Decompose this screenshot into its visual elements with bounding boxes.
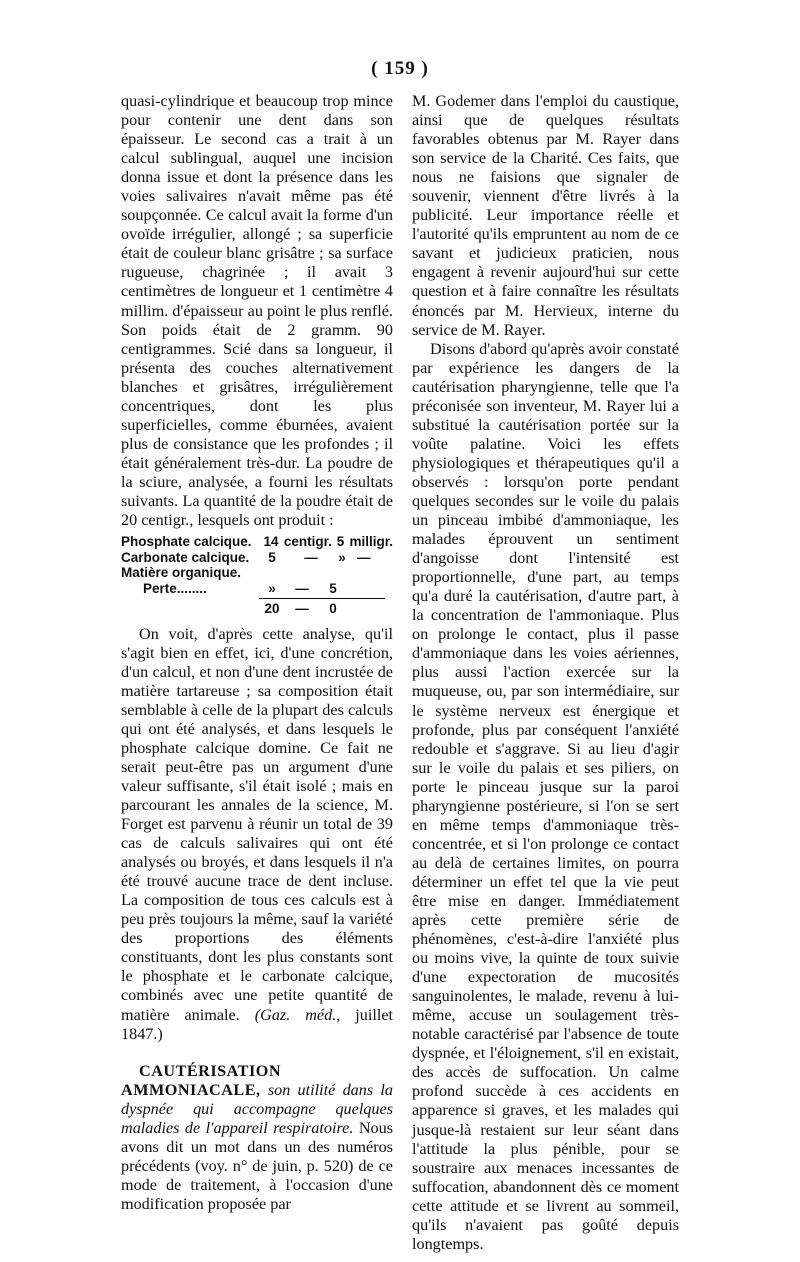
left-paragraph-3: Nous avons dit un mot dans un des numéros précédents (voy. n° de juin, p. 520) de ce mode de traitement, à l'occasion d'une modification proposée par [121, 1118, 393, 1213]
citation-date: , juillet 1847.) [121, 1005, 394, 1043]
table-cell-label: Perte........ [143, 580, 207, 596]
table-cell: 5 [336, 534, 345, 550]
table-total-cell: 0 [329, 601, 337, 617]
table-cell: » [268, 580, 276, 596]
table-cell-label: Carbonate calcique. [121, 549, 250, 565]
table-total-row [121, 601, 393, 617]
table-row [121, 550, 393, 566]
article-heading: CAUTÉRISATION AMMONIACALE, [121, 1061, 282, 1099]
page-number: ( 159 ) [371, 58, 429, 79]
table-cell: 5 [268, 549, 276, 565]
table-cell: — [304, 549, 318, 565]
table-total-cell: 20 [264, 601, 280, 617]
table-cell-label: Matière organique. [121, 565, 242, 581]
table-cell: — [357, 549, 371, 565]
table-cell: milligr. [349, 534, 394, 550]
right-column [412, 92, 679, 1254]
table-cell: 5 [329, 580, 337, 596]
citation-source: (Gaz. méd. [254, 1005, 337, 1024]
analysis-table [121, 534, 393, 617]
table-cell: centigr. [283, 534, 332, 550]
article-subheading: son utilité dans la dyspnée qui accompagne quelques maladies de l'appareil respiratoire. [121, 1080, 393, 1137]
left-column [121, 92, 393, 1214]
table-total-cell: — [295, 601, 309, 617]
table-row [121, 581, 393, 597]
left-paragraph-2-text: On voit, d'après cette analyse, qu'il s'agit bien en effet, ici, d'une concrétion, d'un calcul, et non d'une dent incrustée de matière tartareuse ; sa composition était semblable à celle de la plupart des calculs qui ont été analysés, et dans lesquels le phosphate calcique domine. Ce fait ne serait peut-être pas un argument d'une valeur suffisante, s'il était isolé ; mais en parcourant les annales de la science, M. Forget est parvenu à réunir un total de 39 cas de calculs salivaires qui ont été analysés ou broyés, et dans lesquels il n'a été trouvé aucune trace de dent incluse. La composition de tous ces calculs est à peu près toujours la même, sauf la variété des proportions des éléments constituants, dont les plus constants sont le phosphate et le carbonate calcique, combinés avec une petite quantité de matière animale. [121, 624, 393, 1024]
table-divider [259, 598, 385, 599]
table-row [121, 565, 393, 581]
table-cell: — [295, 580, 309, 596]
table-cell: » [338, 549, 346, 565]
article-heading-paragraph [121, 1062, 393, 1214]
right-paragraph-1: M. Godemer dans l'emploi du caustique, ainsi que de quelques résultats favorables obtenus par M. Rayer dans son service de la Charité. Ces faits, que nous ne faisions que signaler de souvenir, viennent d'être livrés à la publicité. Leur importance réelle et l'autorité qu'ils empruntent au nom de ce savant et judicieux praticien, nous engagent à revenir aujourd'hui sur cette question et à faire connaître les résultats énoncés par M. Hervieux, interne du service de M. Rayer. [412, 92, 679, 339]
table-row [121, 534, 393, 550]
left-paragraph-2 [121, 625, 393, 1044]
table-cell-label: Phosphate calcique. [121, 534, 252, 550]
left-paragraph-1: quasi-cylindrique et beaucoup trop mince pour contenir une dent dans son épaisseur. Le second cas a trait à un calcul sublingual, auquel une incision donna issue et dont la présence dans les voies salivaires n'avait même pas été soupçonnée. Ce calcul avait la forme d'un ovoïde irrégulier, allongé ; sa superficie était de couleur blanc grisâtre ; sa surface rugueuse, chagrinée ; il avait 3 centimètres de longueur et 1 centimètre 4 millim. d'épaisseur au point le plus renflé. Son poids était de 2 gramm. 90 centigrammes. Scié dans sa longueur, il présenta des couches alternativement blanches et grisâtres, irrégulièrement concentriques, dont les plus superficielles, comme éburnées, avaient plus de consistance que les profondes ; il était généralement très-dur. La poudre de la sciure, analysée, a fourni les résultats suivants. La quantité de la poudre était de 20 centigr., lesquels ont produit : [121, 92, 393, 530]
right-paragraph-2: Disons d'abord qu'après avoir constaté par expérience les dangers de la cautérisation pharyngienne, telle que l'a préconisée son inventeur, M. Rayer lui a substitué la cautérisation portée sur la voûte palatine. Voici les effets physiologiques et thérapeutiques qu'il a observés : lorsqu'on porte pendant quelques secondes sur le voile du palais un pinceau imbibé d'ammoniaque, les malades éprouvent un sentiment d'angoisse dont l'intensité est proportionnelle, d'une part, au temps qu'a duré la cautérisation, d'autre part, à la concentration de l'ammoniaque. Plus on prolonge le contact, plus il passe d'ammoniaque dans les voies aériennes, plus aussi l'action exercée sur la muqueuse, ou, par son intermédiaire, sur le système nerveux est énergique et profonde, plus par conséquent l'anxiété redouble et s'aggrave. Si au lieu d'agir sur le voile du palais et ses piliers, on porte le pinceau jusque sur la paroi pharyngienne postérieure, si l'on se sert en même temps d'ammoniaque très-concentrée, et si l'on prolonge ce contact au delà de certaines limites, on pourra déterminer un effet tel que la vie peut être mise en danger. Immédiatement après cette première série de phénomènes, c'est-à-dire l'anxiété plus ou moins vive, la quinte de toux suivie d'une expectoration de mucosités sanguinolentes, le malade, revenu à lui-même, accuse un soulagement très-notable caractérisé par l'absence de toute dyspnée, et l'éloignement, s'il en existait, des accès de suffocation. Un calme profond succède à ces accidents en apparence si graves, et les malades qui jusque-là restaient sur leur séant dans l'attitude la plus pénible, pour se soustraire aux menaces incessantes de suffocation, abandonnent dès ce moment cette attitude et se livrent au sommeil, qu'ils n'avaient pas goûté depuis longtemps. [412, 339, 679, 1253]
table-cell: 14 [263, 534, 279, 550]
